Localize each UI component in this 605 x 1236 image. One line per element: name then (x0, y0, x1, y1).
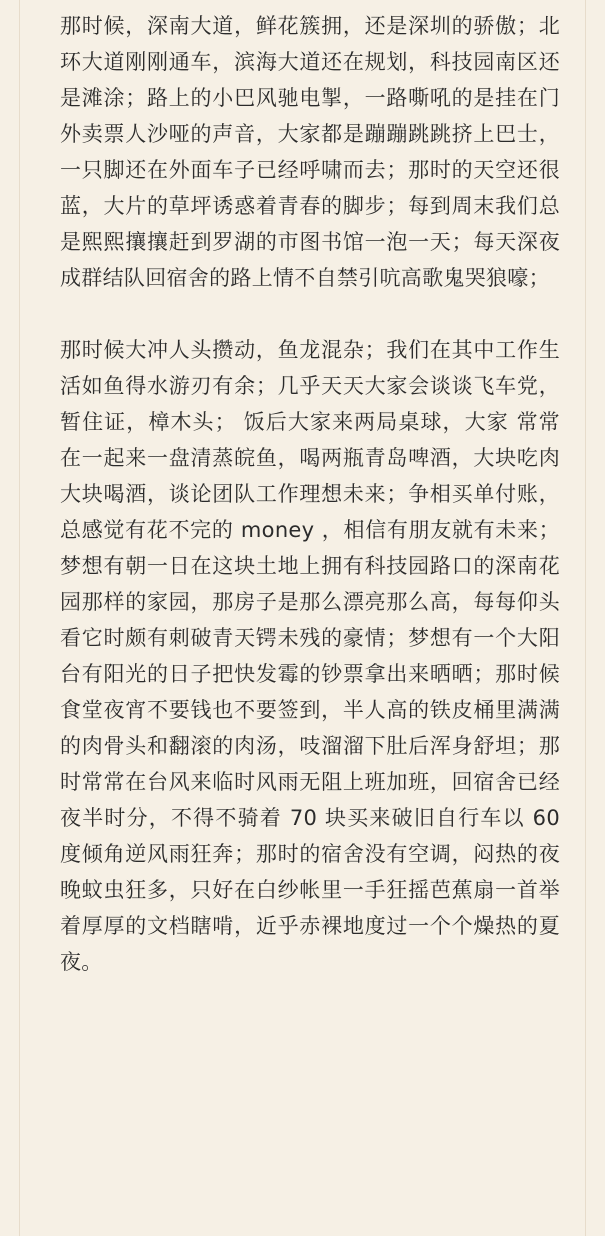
article-body (60, 8, 560, 980)
paragraph-2: 那时候大冲人头攒动，鱼龙混杂；我们在其中工作生活如鱼得水游刃有余；几乎天天大家会谈谈飞车党，暂住证，樟木头； 饭后大家来两局桌球，大家 常常在一起来一盘清蒸皖鱼，喝两瓶青岛啤酒，大块吃肉大块喝酒，谈论团队工作理想未来；争相买单付账，总感觉有花不完的 money ，相信有朋友就有未来；梦想有朝一日在这块土地上拥有科技园路口的深南花园那样的家园，那房子是那么漂亮那么高，每每仰头看它时颇有刺破青天锷未残的豪情；梦想有一个大阳台有阳光的日子把快发霉的钞票拿出来晒晒；那时候食堂夜宵不要钱也不要签到，半人高的铁皮桶里满满的肉骨头和翻滚的肉汤，吱溜溜下肚后浑身舒坦；那时常常在台风来临时风雨无阻上班加班，回宿舍已经夜半时分，不得不骑着 70 块买来破旧自行车以 60 度倾角逆风雨狂奔；那时的宿舍没有空调，闷热的夜晚蚊虫狂多，只好在白纱帐里一手狂摇芭蕉扇一首举着厚厚的文档瞎啃，近乎赤裸地度过一个个燥热的夏夜。 (60, 338, 560, 974)
left-border-line (19, 0, 20, 1236)
paragraph-1: 那时候，深南大道，鲜花簇拥，还是深圳的骄傲；北环大道刚刚通车，滨海大道还在规划，科技园南区还是滩涂；路上的小巴风驰电掣，一路嘶吼的是挂在门外卖票人沙哑的声音，大家都是蹦蹦跳跳挤上巴士，一只脚还在外面车子已经呼啸而去；那时的天空还很蓝，大片的草坪诱惑着青春的脚步；每到周末我们总是熙熙攘攘赶到罗湖的市图书馆一泡一天；每天深夜成群结队回宿舍的路上情不自禁引吭高歌鬼哭狼嚎； (60, 14, 560, 290)
right-border-line (585, 0, 586, 1236)
